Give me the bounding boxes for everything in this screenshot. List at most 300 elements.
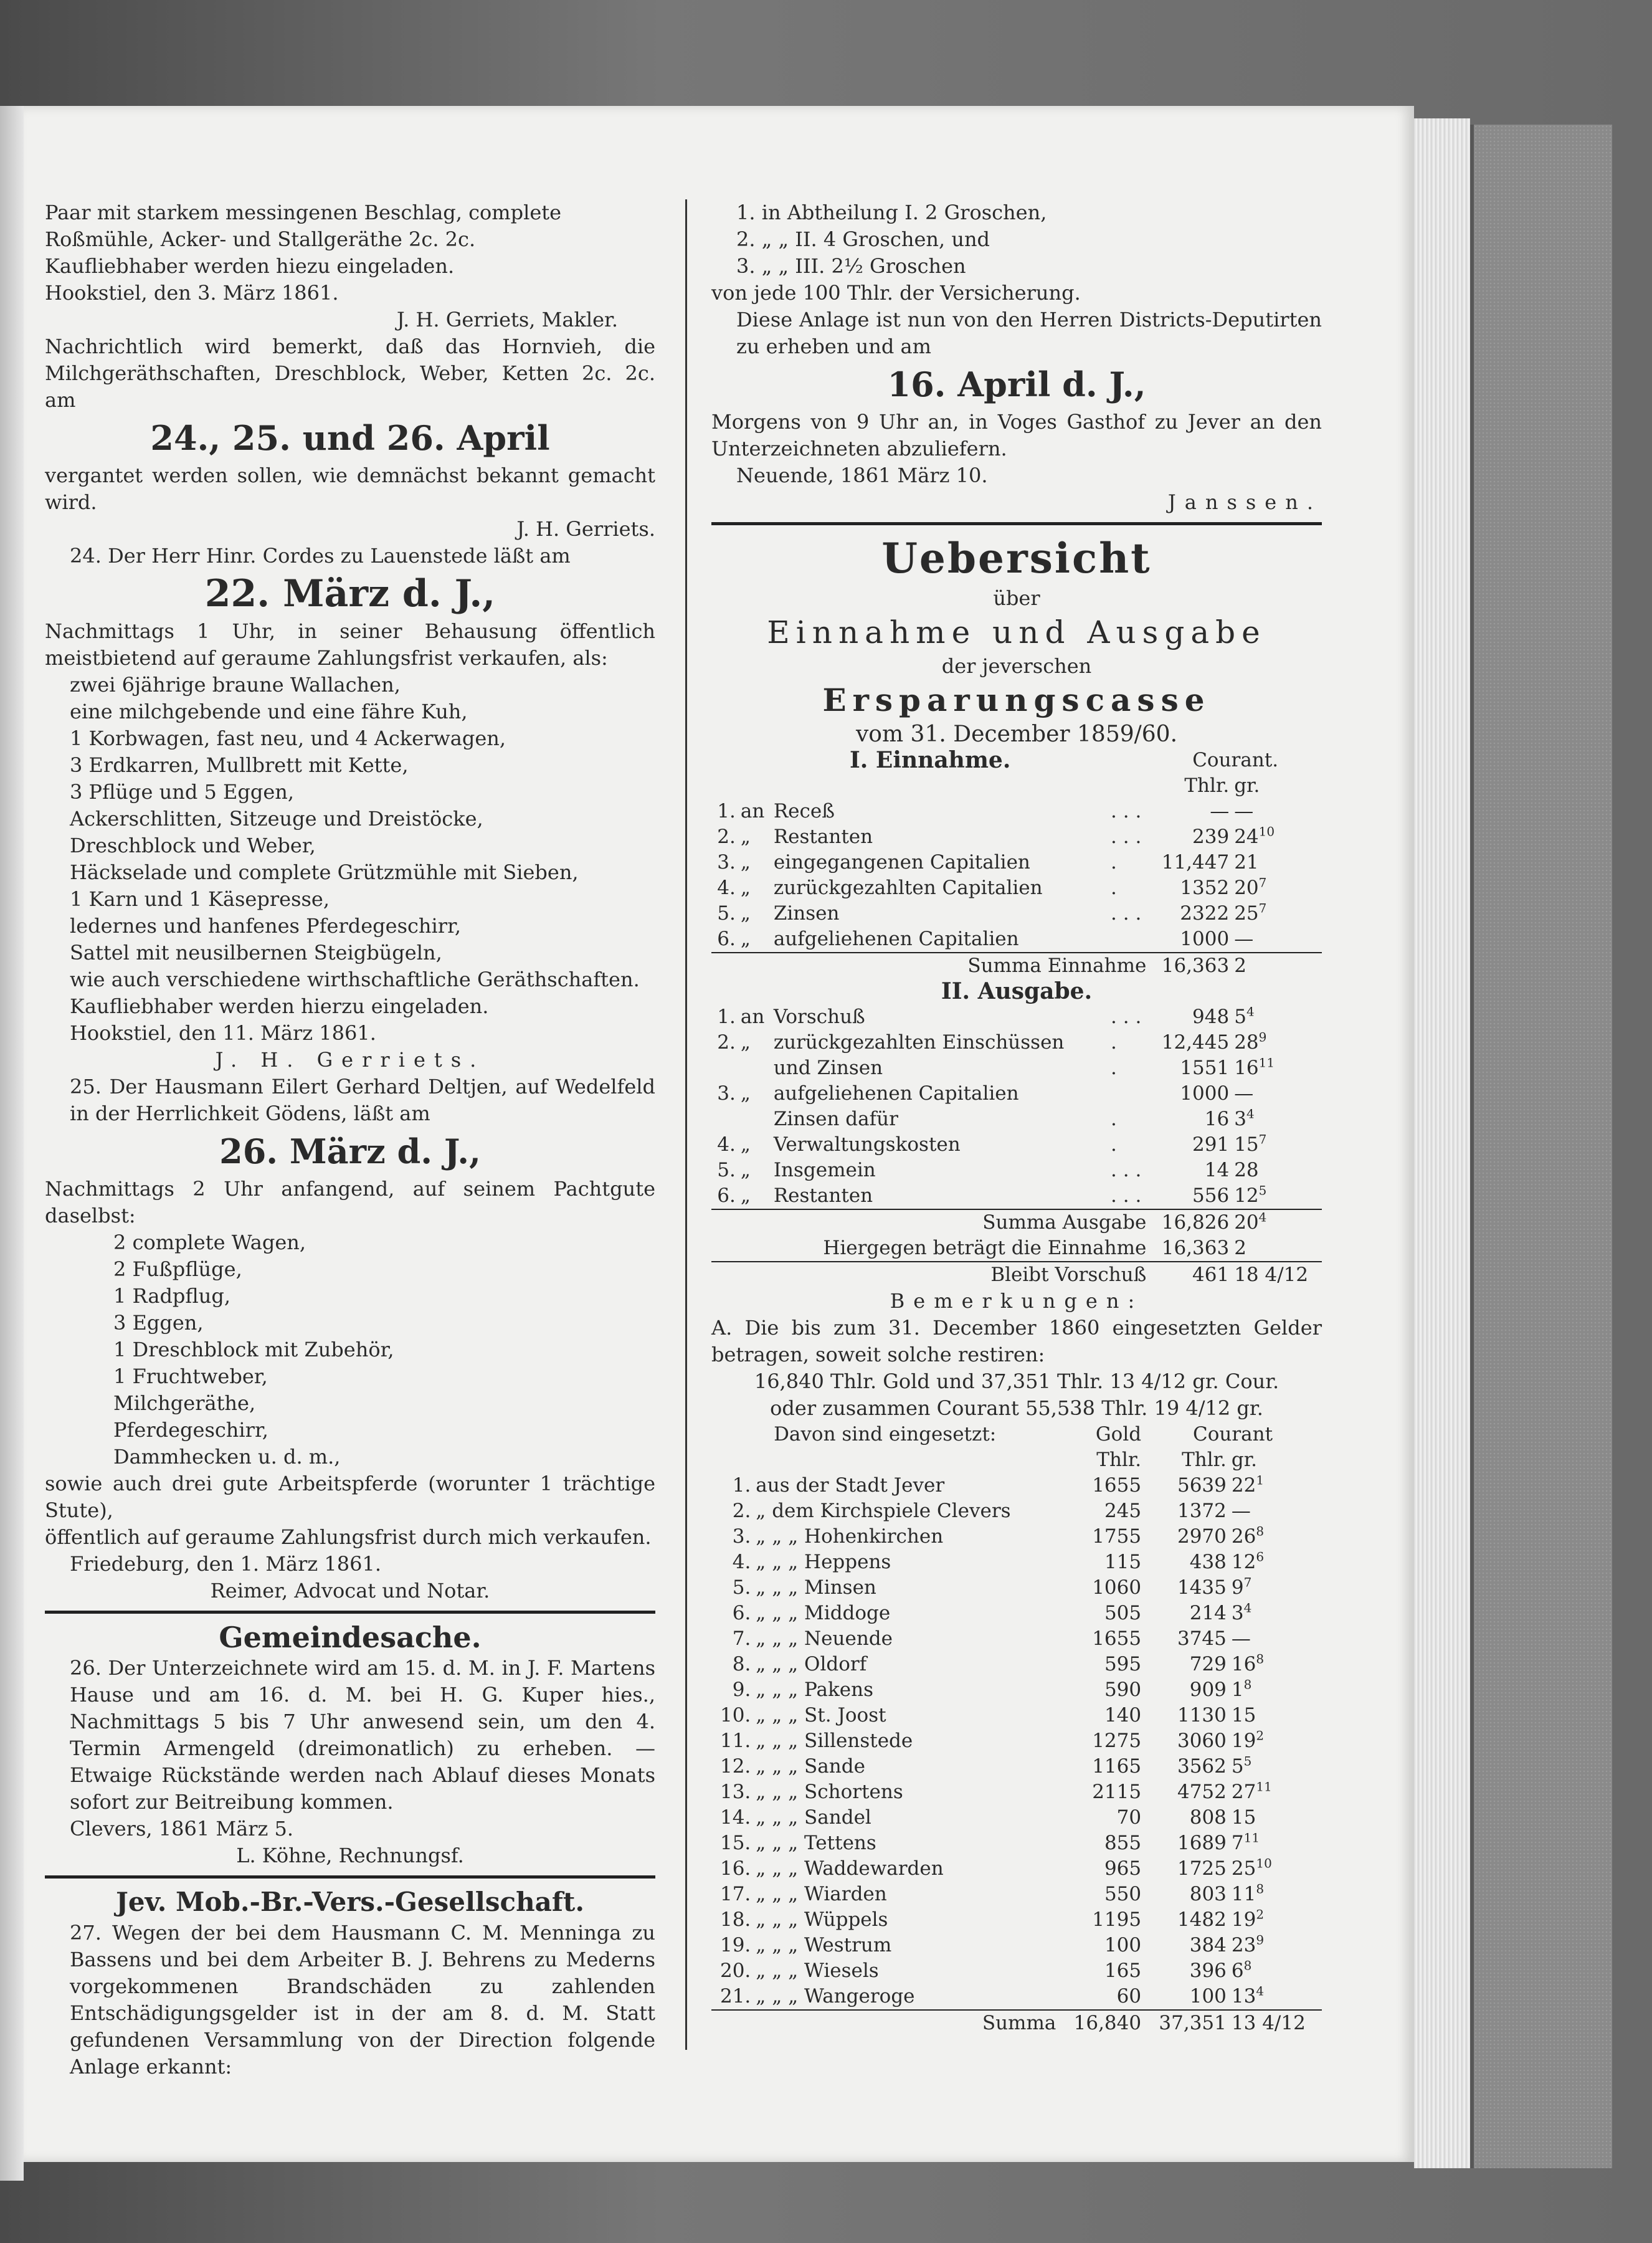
right-column	[711, 199, 1322, 2036]
row-gr	[1232, 1132, 1322, 1158]
row-label: Zinsen dafür	[773, 1108, 898, 1130]
jev-text: 27. Wegen der bei dem Hausmann C. M. Menninga zu Bassens und bei dem Arbeiter B. J. Behrens zu Mederns vorgekommenen Brandschäden zu zahlenden Entschädigungsgelder ist in der am 8. d. M. Statt gefundenen Versammlung von der Direction folgende Anlage erkannt:	[70, 1921, 655, 2079]
gr-fraction: 8	[1256, 1651, 1265, 1667]
row-name: „ „ „ Wiesels	[756, 1960, 879, 1982]
table-row	[711, 1132, 1322, 1158]
row-courant: 438	[1189, 1551, 1227, 1573]
gr-fraction: 8	[1243, 1677, 1252, 1692]
row-name: „ „ „ Waddewarden	[756, 1857, 944, 1880]
row-gold: 1275	[1092, 1730, 1142, 1752]
row-number: 4.	[717, 877, 736, 899]
row-number: 2.	[717, 826, 736, 848]
gr-value: 28	[1234, 1159, 1259, 1181]
ad2-item: zwei 6jährige braune Wallachen,	[70, 673, 401, 697]
row-gold: 2115	[1092, 1781, 1142, 1803]
row-gr	[1229, 1933, 1322, 1958]
row-dots: .	[1111, 1031, 1117, 1054]
gr-value: 25	[1231, 1857, 1256, 1880]
row-label: aufgeliehenen Capitalien	[773, 928, 1019, 950]
row-gr	[1229, 1882, 1322, 1907]
row-gr	[1229, 1626, 1322, 1652]
row-number: 17.	[719, 1883, 751, 1905]
row-gold: 855	[1104, 1832, 1142, 1854]
bleibt-thlr: 461	[1192, 1264, 1230, 1286]
gold-thlr-header: Thlr.	[1096, 1449, 1142, 1471]
row-name: „ „ „ Schortens	[756, 1781, 903, 1803]
row-gold: 1655	[1092, 1627, 1142, 1650]
row-label: zurückgezahlten Capitalien	[773, 877, 1043, 899]
row-gr	[1232, 1055, 1322, 1081]
ad3-more2: öffentlich auf geraume Zahlungsfrist durch mich verkaufen.	[45, 1525, 652, 1549]
einnahme-head: I. Einnahme.	[849, 747, 1011, 773]
hiergegen-label: Hiergegen beträgt die Einnahme	[823, 1237, 1147, 1259]
summa-ausgabe-label: Summa Ausgabe	[982, 1211, 1147, 1234]
orte-table	[711, 1422, 1322, 2036]
row-dots: .	[1111, 851, 1117, 874]
gr-value: 5	[1234, 1006, 1246, 1028]
row-courant: 1482	[1177, 1908, 1227, 1931]
row-thlr: 291	[1192, 1133, 1230, 1156]
row-name: „ „ „ Sande	[756, 1755, 865, 1778]
table-row	[711, 1728, 1322, 1754]
row-label: Zinsen	[773, 902, 840, 925]
row-gold: 965	[1104, 1857, 1142, 1880]
ad1-note1: Nachrichtlich wird bemerkt, daß das Hornvieh, die Milchgeräthschaften, Dreschblock, Weber, Ketten 2c. 2c. am	[45, 335, 655, 412]
ad3-item: 1 Dreschblock mit Zubehör,	[113, 1338, 394, 1361]
row-gr	[1232, 1107, 1322, 1132]
row-number	[711, 1107, 738, 1132]
row-courant: 1689	[1177, 1832, 1227, 1854]
gr-header: gr.	[1234, 774, 1260, 797]
rule	[45, 1611, 655, 1614]
row-name: „ „ „ Pakens	[756, 1679, 873, 1701]
gr-value: 5	[1231, 1755, 1244, 1778]
row-prefix: „	[740, 1159, 751, 1181]
row-label: Receß	[773, 800, 835, 822]
row-courant: 729	[1189, 1653, 1227, 1675]
summa-ausgabe-thlr: 16,826	[1161, 1211, 1230, 1234]
row-thlr: —	[1210, 800, 1230, 822]
table-row	[711, 1601, 1322, 1626]
gr-value: 16	[1231, 1653, 1256, 1675]
hiergegen-gr: 2	[1234, 1237, 1246, 1259]
row-name: „ „ „ St. Joost	[756, 1704, 886, 1726]
row-name: „ „ „ Oldorf	[756, 1653, 867, 1675]
row-number: 21.	[719, 1985, 751, 2007]
levy-text3: Morgens von 9 Uhr an, in Voges Gasthof zu Jever an den Unterzeichneten abzuliefern.	[711, 410, 1322, 460]
row-gr	[1232, 901, 1322, 926]
row-number: 8.	[732, 1653, 751, 1675]
ad3-item: Dammhecken u. d. m.,	[113, 1445, 341, 1469]
levy-text2: Diese Anlage ist nun von den Herren Districts-Deputirten zu erheben und am	[736, 308, 1322, 358]
row-number: 6.	[717, 928, 736, 950]
table-row	[711, 1703, 1322, 1728]
bem-text1: A. Die bis zum 31. December 1860 eingesetzten Gelder betragen, soweit solche restiren:	[711, 1316, 1322, 1366]
row-number: 10.	[719, 1704, 751, 1726]
ad3-item: Milchgeräthe,	[113, 1391, 256, 1415]
gr-value: 9	[1231, 1576, 1244, 1599]
ad3-more: sowie auch drei gute Arbeitspferde (worunter 1 trächtige Stute),	[45, 1472, 655, 1522]
row-number: 11.	[719, 1730, 751, 1752]
gr-value: 21	[1234, 851, 1259, 874]
row-label: aufgeliehenen Capitalien	[773, 1082, 1019, 1105]
row-gold: 165	[1104, 1960, 1142, 1982]
ausgabe-head: II. Ausgabe.	[941, 978, 1093, 1004]
ad3-item: 1 Fruchtweber,	[113, 1364, 268, 1388]
row-thlr: 948	[1192, 1006, 1230, 1028]
row-thlr: 1551	[1180, 1057, 1230, 1079]
report-title3: Ersparungscasse	[822, 682, 1211, 718]
row-prefix: „	[740, 928, 751, 950]
ad3-sign: Reimer, Advocat und Notar.	[210, 1579, 490, 1602]
row-courant: 909	[1189, 1679, 1227, 1701]
gr-fraction: 4	[1243, 1600, 1252, 1616]
row-gr	[1232, 1183, 1322, 1209]
ad2-sign: J. H. Gerriets.	[215, 1048, 485, 1072]
row-prefix: „	[740, 1184, 751, 1207]
ad3-item: 1 Radpflug,	[113, 1284, 231, 1308]
gr-value: 15	[1231, 1806, 1256, 1829]
row-thlr: 14	[1204, 1159, 1230, 1181]
summa-orte-label: Summa	[982, 2012, 1056, 2034]
row-gold: 1195	[1092, 1908, 1142, 1931]
gr-fraction: 7	[1258, 875, 1267, 890]
table-row	[711, 1652, 1322, 1677]
bemerkungen: Bemerkungen:	[890, 1289, 1144, 1313]
row-gold: 60	[1116, 1985, 1142, 2007]
ad2-item: 1 Korbwagen, fast neu, und 4 Ackerwagen,	[70, 726, 506, 750]
row-courant: 1372	[1177, 1500, 1227, 1522]
gr-value: 15	[1234, 1133, 1259, 1156]
gemeinde-place: Clevers, 1861 März 5.	[70, 1817, 294, 1841]
ad3-item: 2 Fußpflüge,	[113, 1257, 242, 1281]
row-thlr: 1352	[1180, 877, 1230, 899]
summa-orte-gold: 16,840	[1073, 2012, 1142, 2034]
ad2-item: Dreschblock und Weber,	[70, 834, 316, 857]
row-number: 12.	[719, 1755, 751, 1778]
row-name: „ „ „ Wüppels	[756, 1908, 888, 1931]
row-gold: 100	[1104, 1934, 1142, 1956]
courant2-header: Courant	[1193, 1423, 1273, 1445]
table-row	[711, 1677, 1322, 1703]
ad2-item: Ackerschlitten, Sitzeuge und Dreistöcke,	[70, 807, 483, 831]
row-dots: .	[1111, 1133, 1117, 1156]
table-row	[711, 1626, 1322, 1652]
row-number: 2.	[732, 1500, 751, 1522]
table-row	[711, 1907, 1322, 1933]
row-name: „ „ „ Middoge	[756, 1602, 891, 1624]
row-gr	[1229, 1677, 1322, 1703]
row-dots	[1108, 1081, 1149, 1107]
row-gold: 140	[1104, 1704, 1142, 1726]
bem-text3: oder zusammen Courant 55,538 Thlr. 19 4/12 gr.	[770, 1396, 1263, 1420]
gr-fraction: 11	[1243, 1830, 1260, 1845]
table-row	[711, 1933, 1322, 1958]
gr-fraction: 8	[1243, 1958, 1252, 1973]
row-number: 5.	[717, 1159, 736, 1181]
gr-fraction: 7	[1258, 900, 1267, 916]
gr-value: 20	[1234, 877, 1259, 899]
row-prefix: „	[740, 1133, 751, 1156]
einnahme-table	[711, 748, 1322, 1288]
ad2-item: Häckselade und complete Grützmühle mit Sieben,	[70, 860, 579, 884]
gr-fraction: 4	[1256, 1983, 1265, 1999]
row-gr	[1229, 1473, 1322, 1498]
row-gold: 1755	[1092, 1525, 1142, 1548]
table-row	[711, 1498, 1322, 1524]
gr-fraction: 7	[1258, 1131, 1267, 1147]
row-label: Restanten	[773, 1184, 873, 1207]
ad2-item: 3 Pflüge und 5 Eggen,	[70, 780, 295, 804]
table-row	[711, 1524, 1322, 1550]
table-row	[711, 1984, 1322, 2010]
report-title: Uebersicht	[881, 534, 1152, 583]
gr-value: 7	[1231, 1832, 1244, 1854]
ad2-text: Nachmittags 1 Uhr, in seiner Behausung öffentlich meistbietend auf geraume Zahlungsfrist verkaufen, als:	[45, 619, 655, 670]
table-row	[711, 1081, 1322, 1107]
row-gr	[1229, 1805, 1322, 1831]
gr-fraction: 7	[1243, 1574, 1252, 1590]
gr-fraction: 2	[1256, 1728, 1265, 1743]
row-gr	[1229, 1703, 1322, 1728]
gr-value: 19	[1231, 1730, 1256, 1752]
gr-fraction: 4	[1246, 1106, 1255, 1122]
gr-value: 15	[1231, 1704, 1256, 1726]
table-row	[711, 1107, 1322, 1132]
table-row	[711, 1805, 1322, 1831]
table-row	[711, 1779, 1322, 1805]
row-gold: 115	[1104, 1551, 1142, 1573]
ad1-line: Hookstiel, den 3. März 1861.	[45, 281, 339, 305]
row-number: 15.	[719, 1832, 751, 1854]
row-number: 1.	[717, 800, 736, 822]
row-number: 14.	[719, 1806, 751, 1829]
row-name: „ „ „ Wangeroge	[756, 1985, 915, 2007]
row-courant: 1130	[1177, 1704, 1227, 1726]
row-gr	[1229, 1779, 1322, 1805]
gr-value: 19	[1231, 1908, 1256, 1931]
gemeinde-title: Gemeindesache.	[219, 1621, 482, 1654]
row-dots: . . .	[1111, 826, 1142, 848]
gr-value: 26	[1231, 1525, 1256, 1548]
row-number: 3.	[717, 851, 736, 874]
row-number: 16.	[719, 1857, 751, 1880]
summa-einnahme-thlr: 16,363	[1161, 955, 1230, 977]
ad1-note2: vergantet werden sollen, wie demnächst bekannt gemacht wird.	[45, 464, 655, 514]
levy-place: Neuende, 1861 März 10.	[736, 464, 988, 487]
gr-fraction: 11	[1258, 1055, 1275, 1070]
levy-sign: Janssen.	[1167, 490, 1322, 514]
gr-value: 13	[1231, 1985, 1256, 2007]
row-name: „ „ „ Tettens	[756, 1832, 876, 1854]
row-courant: 808	[1189, 1806, 1227, 1829]
report-period: vom 31. December 1859/60.	[855, 721, 1178, 747]
table-row	[711, 1473, 1322, 1498]
table-row	[711, 1831, 1322, 1856]
column-divider	[685, 199, 687, 2050]
gr-value: 24	[1234, 826, 1259, 848]
row-gr	[1229, 1958, 1322, 1984]
levy-line: 2. „ „ II. 4 Groschen, und	[736, 227, 990, 251]
row-number: 4.	[732, 1551, 751, 1573]
gr-value: —	[1231, 1627, 1251, 1650]
levy-line: 1. in Abtheilung I. 2 Groschen,	[736, 201, 1047, 224]
gemeinde-text: 26. Der Unterzeichnete wird am 15. d. M. in J. F. Martens Hause und am 16. d. M. bei H. G. Kuper hies., Nachmittags 5 bis 7 Uhr anwesend sein, um den 4. Termin Armengeld (dreimonatlich) zu erheben. — Etwaige Rückstände werden nach Ablauf dieses Monats sofort zur Beitreibung kommen.	[70, 1656, 655, 1814]
row-number: 13.	[719, 1781, 751, 1803]
row-prefix: „	[740, 826, 751, 848]
row-courant: 100	[1189, 1985, 1227, 2007]
row-name: „ „ „ Sandel	[756, 1806, 871, 1829]
row-gr	[1229, 1550, 1322, 1575]
left-column	[45, 199, 655, 2080]
thlr-header: Thlr.	[1184, 774, 1230, 797]
table-row	[711, 1575, 1322, 1601]
gemeinde-sign: L. Köhne, Rechnungsf.	[236, 1844, 464, 1867]
row-thlr: 12,445	[1161, 1031, 1230, 1054]
ad2-close-line: Kaufliebhaber werden hierzu eingeladen.	[70, 994, 489, 1018]
row-gr	[1232, 875, 1322, 901]
gr-value: —	[1234, 928, 1254, 950]
table-row	[711, 1754, 1322, 1779]
table-row	[711, 1882, 1322, 1907]
row-gr	[1232, 926, 1322, 953]
ad3-item: 3 Eggen,	[113, 1311, 204, 1335]
row-gr	[1232, 824, 1322, 850]
gr-fraction: 2	[1256, 1907, 1265, 1922]
row-prefix: „	[740, 1031, 751, 1054]
gr-fraction: 8	[1256, 1523, 1265, 1539]
ad3-date: 26. März d. J.,	[219, 1131, 481, 1171]
ad1-date: 24., 25. und 26. April	[150, 418, 550, 458]
row-dots	[1108, 926, 1149, 953]
davon: Davon sind eingesetzt:	[774, 1423, 997, 1445]
row-thlr: 2322	[1180, 902, 1230, 925]
ad1-note2-sign: J. H. Gerriets.	[516, 517, 655, 541]
gr-value: —	[1234, 1082, 1254, 1105]
gr-fraction: 5	[1243, 1753, 1252, 1769]
row-courant: 396	[1189, 1960, 1227, 1982]
row-gr	[1232, 1004, 1322, 1030]
row-courant: 3745	[1177, 1627, 1227, 1650]
row-dots: . . .	[1111, 800, 1142, 822]
row-gr	[1229, 1575, 1322, 1601]
row-gr	[1229, 1498, 1322, 1524]
table-row	[711, 850, 1322, 875]
row-number: 19.	[719, 1934, 751, 1956]
ad1-line: Kaufliebhaber werden hiezu eingeladen.	[45, 254, 455, 278]
gr-value: 3	[1234, 1108, 1246, 1130]
table-row	[711, 901, 1322, 926]
gr-value: 23	[1231, 1934, 1256, 1956]
ad2-item: 1 Karn und 1 Käsepresse,	[70, 887, 330, 911]
row-label: zurückgezahlten Einschüssen	[773, 1031, 1065, 1054]
row-courant: 384	[1189, 1934, 1227, 1956]
table-row	[711, 1183, 1322, 1209]
row-courant: 1435	[1177, 1576, 1227, 1599]
gr-fraction: 10	[1256, 1855, 1272, 1871]
gr-value: 11	[1231, 1883, 1256, 1905]
row-prefix: „	[740, 902, 751, 925]
gold-header: Gold	[1095, 1423, 1142, 1445]
table-row	[711, 1004, 1322, 1030]
gr-fraction: 8	[1256, 1881, 1265, 1897]
row-gold: 595	[1104, 1653, 1142, 1675]
ad2-close-line: Hookstiel, den 11. März 1861.	[70, 1021, 376, 1045]
row-label: Verwaltungskosten	[773, 1133, 961, 1156]
summa-einnahme-gr: 2	[1234, 955, 1246, 977]
gr-value: 6	[1231, 1960, 1244, 1982]
row-courant: 5639	[1177, 1474, 1227, 1497]
row-gr	[1229, 1754, 1322, 1779]
row-dots: . . .	[1111, 1006, 1142, 1028]
gr-value: 22	[1231, 1474, 1256, 1497]
ad2-item: ledernes und hanfenes Pferdegeschirr,	[70, 914, 462, 938]
row-label: und Zinsen	[773, 1057, 883, 1079]
row-name: „ dem Kirchspiele Clevers	[756, 1500, 1011, 1522]
row-prefix: „	[740, 877, 751, 899]
row-number: 1.	[732, 1474, 751, 1497]
table-row	[711, 1856, 1322, 1882]
report-ueber: über	[993, 586, 1040, 610]
row-prefix	[738, 1055, 771, 1081]
row-prefix: an	[740, 800, 765, 822]
row-number: 20.	[719, 1960, 751, 1982]
gr-fraction: 10	[1258, 824, 1275, 839]
row-gr	[1229, 1728, 1322, 1754]
gr-value: 25	[1234, 902, 1259, 925]
row-gr	[1232, 850, 1322, 875]
gr-value: 16	[1234, 1057, 1259, 1079]
row-gr	[1229, 1984, 1322, 2010]
row-thlr: 1000	[1180, 928, 1230, 950]
ad2-item: eine milchgebende und eine fähre Kuh,	[70, 700, 468, 723]
row-name: „ „ „ Hohenkirchen	[756, 1525, 944, 1548]
table-row	[711, 1030, 1322, 1055]
row-gold: 1165	[1092, 1755, 1142, 1778]
ad3-place: Friedeburg, den 1. März 1861.	[70, 1552, 381, 1576]
row-courant: 2970	[1177, 1525, 1227, 1548]
row-name: „ „ „ Heppens	[756, 1551, 891, 1573]
row-gr	[1229, 1524, 1322, 1550]
row-prefix: „	[740, 851, 751, 874]
row-thlr: 1000	[1180, 1082, 1230, 1105]
previous-page-edge	[0, 106, 24, 2181]
jev-title: Jev. Mob.-Br.-Vers.-Gesellschaft.	[116, 1887, 584, 1917]
row-gr	[1232, 1030, 1322, 1055]
row-label: Restanten	[773, 826, 873, 848]
rule	[45, 1875, 655, 1879]
ad1-sign: J. H. Gerriets, Makler.	[396, 308, 618, 331]
ad3-item: Pferdegeschirr,	[113, 1418, 268, 1442]
ad3-text: Nachmittags 2 Uhr anfangend, auf seinem Pachtgute daselbst:	[45, 1177, 655, 1227]
row-number: 7.	[732, 1627, 751, 1650]
row-gr	[1232, 799, 1322, 824]
row-thlr: 556	[1192, 1184, 1230, 1207]
courant-header: Courant.	[1192, 749, 1279, 771]
gr-value: 12	[1231, 1551, 1256, 1573]
row-label: Vorschuß	[773, 1006, 865, 1028]
row-gr	[1229, 1907, 1322, 1933]
row-gold: 590	[1104, 1679, 1142, 1701]
gr-fraction: 6	[1256, 1549, 1265, 1564]
row-number: 6.	[732, 1602, 751, 1624]
ad2-date: 22. März d. J.,	[204, 572, 496, 616]
levy-lines	[711, 199, 1322, 280]
row-number: 5.	[717, 902, 736, 925]
row-gr	[1229, 1652, 1322, 1677]
summa-ausgabe-gr: $20^4$	[1234, 1209, 1267, 1234]
row-courant: 3060	[1177, 1730, 1227, 1752]
